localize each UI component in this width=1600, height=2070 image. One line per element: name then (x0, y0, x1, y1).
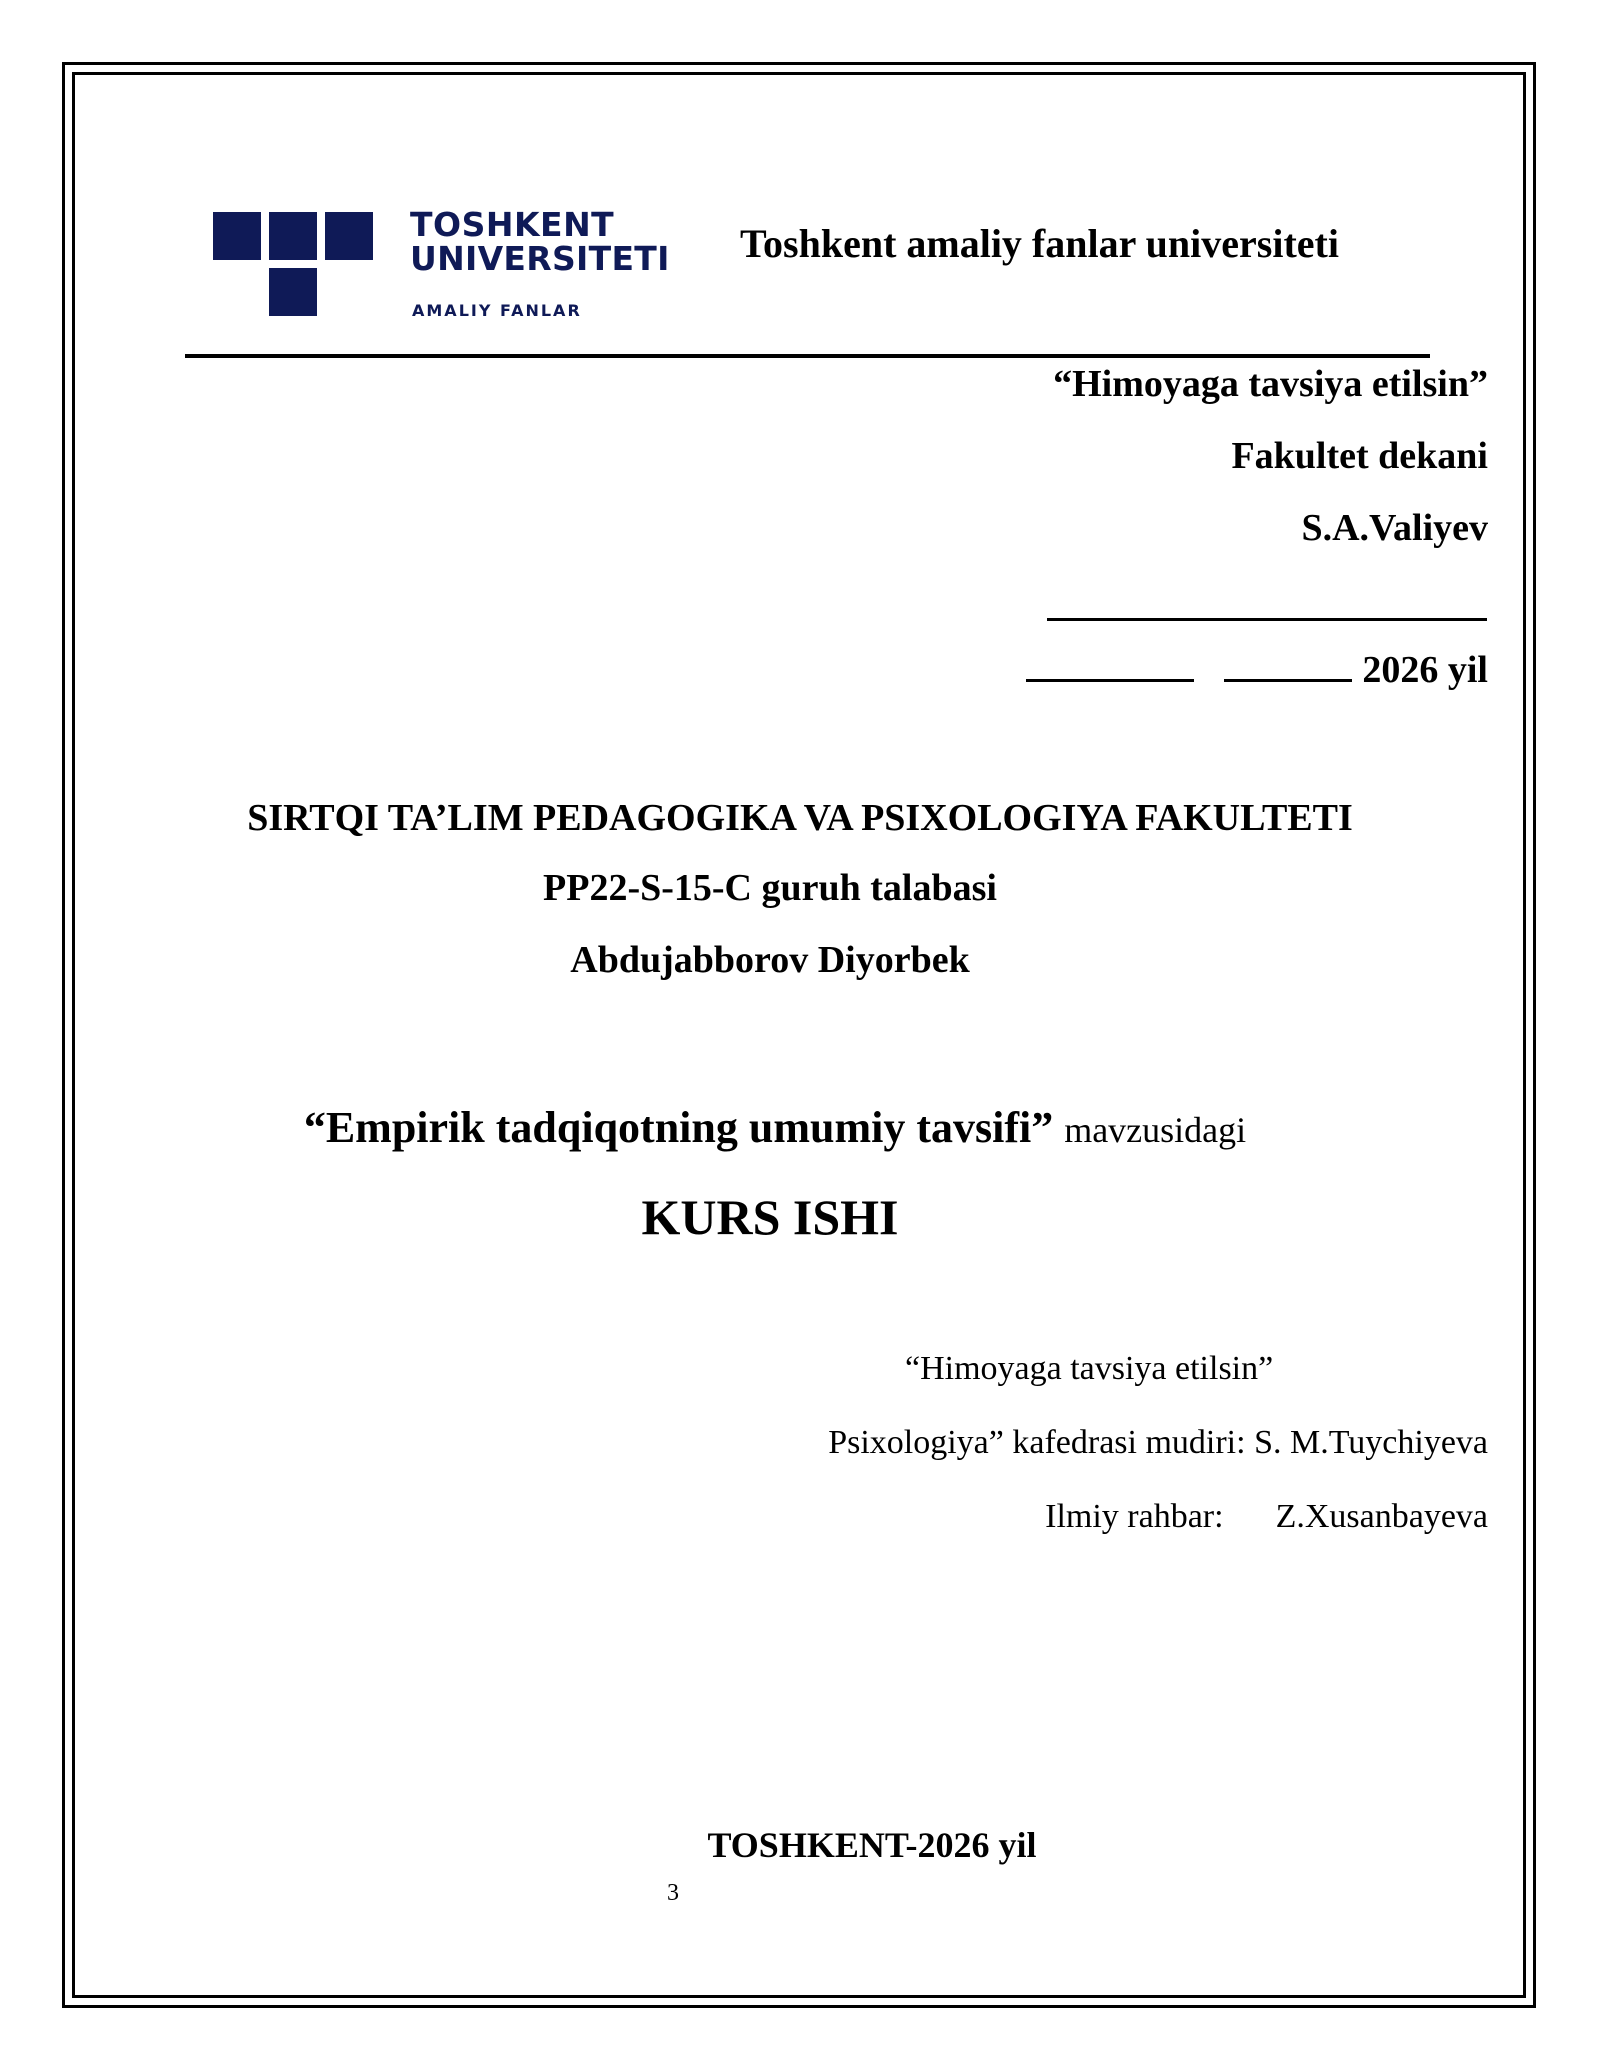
student-group: PP22-S-15-C guruh talabasi (543, 867, 997, 909)
faculty-name: SIRTQI TA’LIM PEDAGOGIKA VA PSIXOLOGIYA FAKULTETI (247, 797, 1353, 839)
approval-title: “Himoyaga tavsiya etilsin” (1053, 363, 1488, 405)
supervisor (1045, 1498, 1488, 1536)
approval-year: 2026 yil (1362, 649, 1488, 691)
dean-name: S.A.Valiyev (1301, 507, 1488, 549)
department-approval: “Himoyaga tavsiya etilsin” (905, 1350, 1274, 1387)
city-year: TOSHKENT-2026 yil (707, 1825, 1037, 1865)
logo-text-line1: TOSHKENT (410, 205, 615, 244)
university-name: Toshkent amaliy fanlar universiteti (740, 221, 1339, 266)
supervisor-name: Z.Xusanbayeva (1275, 1498, 1488, 1535)
logo-text-line3: AMALIY FANLAR (412, 301, 582, 320)
student-name: Abdujabborov Diyorbek (570, 939, 970, 981)
logo-text-line2: UNIVERSITETI (410, 239, 670, 278)
date-month-blank (1224, 649, 1352, 682)
work-topic-suffix: mavzusidagi (1064, 1110, 1247, 1150)
dean-position: Fakultet dekani (1231, 435, 1488, 477)
work-topic (0, 1102, 1575, 1153)
page-border-inner (72, 72, 1526, 1998)
header-divider (185, 354, 1430, 358)
work-topic-title: “Empirik tadqiqotning umumiy tavsifi” (303, 1103, 1054, 1152)
supervisor-label: Ilmiy rahbar: (1045, 1498, 1224, 1535)
signature-line (1047, 618, 1487, 621)
date-day-blank (1026, 649, 1194, 682)
page-number: 3 (667, 1880, 679, 1906)
work-type: KURS ISHI (641, 1189, 899, 1245)
university-logo (210, 205, 670, 328)
approval-date (1026, 648, 1488, 692)
department-head: Psixologiya” kafedrasi mudiri: S. M.Tuychiyeva (828, 1424, 1488, 1461)
